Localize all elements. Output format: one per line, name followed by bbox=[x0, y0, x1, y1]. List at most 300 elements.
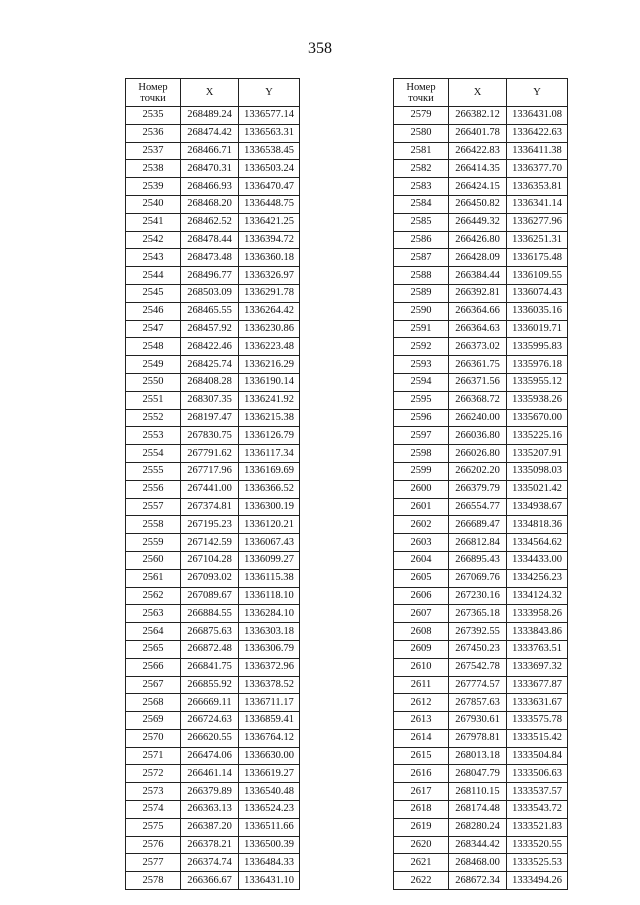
x-cell: 266368.72 bbox=[449, 391, 507, 409]
point-number-cell: 2536 bbox=[126, 124, 181, 142]
table-row bbox=[126, 551, 300, 569]
x-cell: 268468.00 bbox=[449, 854, 507, 872]
x-cell: 266855.92 bbox=[181, 676, 239, 694]
y-cell: 1333525.53 bbox=[507, 854, 568, 872]
x-cell: 266620.55 bbox=[181, 729, 239, 747]
table-row bbox=[126, 142, 300, 160]
table-row bbox=[126, 534, 300, 552]
x-cell: 268489.24 bbox=[181, 107, 239, 125]
point-number-cell: 2554 bbox=[126, 445, 181, 463]
point-number-cell: 2615 bbox=[394, 747, 449, 765]
table-row bbox=[126, 178, 300, 196]
y-cell: 1336341.14 bbox=[507, 195, 568, 213]
y-cell: 1336215.38 bbox=[239, 409, 300, 427]
x-cell: 266374.74 bbox=[181, 854, 239, 872]
x-cell: 266363.13 bbox=[181, 801, 239, 819]
y-cell: 1336074.43 bbox=[507, 284, 568, 302]
y-cell: 1333506.63 bbox=[507, 765, 568, 783]
y-cell: 1336303.18 bbox=[239, 623, 300, 641]
point-number-cell: 2583 bbox=[394, 178, 449, 196]
x-cell: 266461.14 bbox=[181, 765, 239, 783]
y-cell: 1335021.42 bbox=[507, 480, 568, 498]
x-cell: 268470.31 bbox=[181, 160, 239, 178]
table-row bbox=[126, 302, 300, 320]
y-cell: 1334938.67 bbox=[507, 498, 568, 516]
x-cell: 266202.20 bbox=[449, 462, 507, 480]
x-cell: 266426.80 bbox=[449, 231, 507, 249]
table-row bbox=[126, 694, 300, 712]
table-row bbox=[126, 373, 300, 391]
page-number: 358 bbox=[308, 40, 332, 57]
y-cell: 1335098.03 bbox=[507, 462, 568, 480]
y-cell: 1333631.67 bbox=[507, 694, 568, 712]
table-row bbox=[126, 676, 300, 694]
table-row bbox=[126, 516, 300, 534]
x-cell: 268474.42 bbox=[181, 124, 239, 142]
header-y: Y bbox=[239, 79, 300, 107]
point-number-cell: 2591 bbox=[394, 320, 449, 338]
point-number-cell: 2546 bbox=[126, 302, 181, 320]
coordinates-table-right bbox=[393, 78, 568, 890]
table-row bbox=[394, 658, 568, 676]
table-row bbox=[394, 551, 568, 569]
x-cell: 266884.55 bbox=[181, 605, 239, 623]
table-row bbox=[126, 160, 300, 178]
header-x: X bbox=[449, 79, 507, 107]
table-row bbox=[394, 320, 568, 338]
x-cell: 266366.67 bbox=[181, 872, 239, 890]
table-row bbox=[126, 623, 300, 641]
table-row bbox=[394, 836, 568, 854]
point-number-cell: 2601 bbox=[394, 498, 449, 516]
y-cell: 1336117.34 bbox=[239, 445, 300, 463]
point-number-cell: 2576 bbox=[126, 836, 181, 854]
x-cell: 266895.43 bbox=[449, 551, 507, 569]
x-cell: 266689.47 bbox=[449, 516, 507, 534]
y-cell: 1336230.86 bbox=[239, 320, 300, 338]
x-cell: 266361.75 bbox=[449, 356, 507, 374]
y-cell: 1334256.23 bbox=[507, 569, 568, 587]
header-y: Y bbox=[507, 79, 568, 107]
point-number-cell: 2558 bbox=[126, 516, 181, 534]
y-cell: 1335995.83 bbox=[507, 338, 568, 356]
y-cell: 1336448.75 bbox=[239, 195, 300, 213]
point-number-cell: 2616 bbox=[394, 765, 449, 783]
point-number-cell: 2545 bbox=[126, 284, 181, 302]
point-number-cell: 2598 bbox=[394, 445, 449, 463]
table-row bbox=[126, 195, 300, 213]
y-cell: 1333958.26 bbox=[507, 605, 568, 623]
y-cell: 1336431.08 bbox=[507, 107, 568, 125]
y-cell: 1336500.39 bbox=[239, 836, 300, 854]
x-cell: 268462.52 bbox=[181, 213, 239, 231]
x-cell: 266364.66 bbox=[449, 302, 507, 320]
y-cell: 1336372.96 bbox=[239, 658, 300, 676]
table-row bbox=[394, 587, 568, 605]
point-number-cell: 2549 bbox=[126, 356, 181, 374]
y-cell: 1336109.55 bbox=[507, 267, 568, 285]
table-row bbox=[394, 142, 568, 160]
x-cell: 266875.63 bbox=[181, 623, 239, 641]
point-number-cell: 2581 bbox=[394, 142, 449, 160]
y-cell: 1336120.21 bbox=[239, 516, 300, 534]
point-number-cell: 2609 bbox=[394, 640, 449, 658]
table-row bbox=[394, 783, 568, 801]
point-number-cell: 2605 bbox=[394, 569, 449, 587]
y-cell: 1335976.18 bbox=[507, 356, 568, 374]
table-row bbox=[126, 391, 300, 409]
y-cell: 1333515.42 bbox=[507, 729, 568, 747]
y-cell: 1336019.71 bbox=[507, 320, 568, 338]
table-row bbox=[126, 640, 300, 658]
y-cell: 1336115.38 bbox=[239, 569, 300, 587]
table-row bbox=[394, 516, 568, 534]
y-cell: 1336563.31 bbox=[239, 124, 300, 142]
y-cell: 1333494.26 bbox=[507, 872, 568, 890]
y-cell: 1336377.70 bbox=[507, 160, 568, 178]
table-row bbox=[394, 445, 568, 463]
table-row bbox=[126, 569, 300, 587]
table-row bbox=[394, 231, 568, 249]
point-number-cell: 2542 bbox=[126, 231, 181, 249]
table-row bbox=[394, 178, 568, 196]
table-row bbox=[126, 320, 300, 338]
y-cell: 1336411.38 bbox=[507, 142, 568, 160]
x-cell: 267441.00 bbox=[181, 480, 239, 498]
y-cell: 1333521.83 bbox=[507, 818, 568, 836]
table-row bbox=[126, 124, 300, 142]
point-number-cell: 2572 bbox=[126, 765, 181, 783]
x-cell: 266450.82 bbox=[449, 195, 507, 213]
point-number-cell: 2579 bbox=[394, 107, 449, 125]
table-row bbox=[126, 338, 300, 356]
x-cell: 266414.35 bbox=[449, 160, 507, 178]
x-cell: 267093.02 bbox=[181, 569, 239, 587]
point-number-cell: 2610 bbox=[394, 658, 449, 676]
x-cell: 266373.02 bbox=[449, 338, 507, 356]
table-row bbox=[394, 747, 568, 765]
point-number-cell: 2590 bbox=[394, 302, 449, 320]
point-number-cell: 2541 bbox=[126, 213, 181, 231]
table-row bbox=[394, 356, 568, 374]
x-cell: 268457.92 bbox=[181, 320, 239, 338]
table-row bbox=[394, 729, 568, 747]
point-number-cell: 2595 bbox=[394, 391, 449, 409]
table-row bbox=[126, 231, 300, 249]
table-row bbox=[394, 818, 568, 836]
y-cell: 1335207.91 bbox=[507, 445, 568, 463]
table-row bbox=[394, 284, 568, 302]
y-cell: 1336118.10 bbox=[239, 587, 300, 605]
y-cell: 1336511.66 bbox=[239, 818, 300, 836]
x-cell: 267230.16 bbox=[449, 587, 507, 605]
point-number-cell: 2603 bbox=[394, 534, 449, 552]
table-row bbox=[126, 801, 300, 819]
table-row bbox=[126, 462, 300, 480]
point-number-cell: 2544 bbox=[126, 267, 181, 285]
y-cell: 1336264.42 bbox=[239, 302, 300, 320]
point-number-cell: 2618 bbox=[394, 801, 449, 819]
y-cell: 1336524.23 bbox=[239, 801, 300, 819]
x-cell: 268174.48 bbox=[449, 801, 507, 819]
x-cell: 266384.44 bbox=[449, 267, 507, 285]
table-row bbox=[126, 267, 300, 285]
x-cell: 266379.89 bbox=[181, 783, 239, 801]
point-number-cell: 2569 bbox=[126, 712, 181, 730]
point-number-cell: 2607 bbox=[394, 605, 449, 623]
y-cell: 1333504.84 bbox=[507, 747, 568, 765]
x-cell: 267830.75 bbox=[181, 427, 239, 445]
table-row bbox=[394, 267, 568, 285]
table-row bbox=[394, 640, 568, 658]
y-cell: 1336291.78 bbox=[239, 284, 300, 302]
table-row bbox=[394, 249, 568, 267]
y-cell: 1336577.14 bbox=[239, 107, 300, 125]
x-cell: 267857.63 bbox=[449, 694, 507, 712]
y-cell: 1336619.27 bbox=[239, 765, 300, 783]
x-cell: 268466.71 bbox=[181, 142, 239, 160]
table-row bbox=[394, 801, 568, 819]
x-cell: 266378.21 bbox=[181, 836, 239, 854]
table-row bbox=[394, 373, 568, 391]
y-cell: 1336764.12 bbox=[239, 729, 300, 747]
point-number-cell: 2573 bbox=[126, 783, 181, 801]
point-number-cell: 2594 bbox=[394, 373, 449, 391]
y-cell: 1334124.32 bbox=[507, 587, 568, 605]
table-row bbox=[394, 498, 568, 516]
point-number-cell: 2566 bbox=[126, 658, 181, 676]
point-number-cell: 2602 bbox=[394, 516, 449, 534]
y-cell: 1336470.47 bbox=[239, 178, 300, 196]
table-row bbox=[394, 854, 568, 872]
point-number-cell: 2567 bbox=[126, 676, 181, 694]
table-row bbox=[126, 605, 300, 623]
point-number-cell: 2557 bbox=[126, 498, 181, 516]
y-cell: 1336169.69 bbox=[239, 462, 300, 480]
x-cell: 266449.32 bbox=[449, 213, 507, 231]
table-row bbox=[394, 623, 568, 641]
x-cell: 267717.96 bbox=[181, 462, 239, 480]
point-number-cell: 2562 bbox=[126, 587, 181, 605]
x-cell: 268307.35 bbox=[181, 391, 239, 409]
y-cell: 1336277.96 bbox=[507, 213, 568, 231]
x-cell: 266392.81 bbox=[449, 284, 507, 302]
table-row bbox=[394, 107, 568, 125]
table-row bbox=[126, 249, 300, 267]
y-cell: 1336630.00 bbox=[239, 747, 300, 765]
x-cell: 268473.48 bbox=[181, 249, 239, 267]
point-number-cell: 2614 bbox=[394, 729, 449, 747]
y-cell: 1336503.24 bbox=[239, 160, 300, 178]
table-row bbox=[126, 712, 300, 730]
x-cell: 268478.44 bbox=[181, 231, 239, 249]
point-number-cell: 2565 bbox=[126, 640, 181, 658]
table-row bbox=[394, 213, 568, 231]
point-number-cell: 2540 bbox=[126, 195, 181, 213]
table-row bbox=[126, 427, 300, 445]
x-cell: 268110.15 bbox=[449, 783, 507, 801]
y-cell: 1336190.14 bbox=[239, 373, 300, 391]
y-cell: 1333763.51 bbox=[507, 640, 568, 658]
table-row bbox=[394, 427, 568, 445]
point-number-cell: 2593 bbox=[394, 356, 449, 374]
y-cell: 1336251.31 bbox=[507, 231, 568, 249]
point-number-cell: 2578 bbox=[126, 872, 181, 890]
table-row bbox=[126, 356, 300, 374]
x-cell: 267774.57 bbox=[449, 676, 507, 694]
point-number-cell: 2574 bbox=[126, 801, 181, 819]
x-cell: 267542.78 bbox=[449, 658, 507, 676]
y-cell: 1336859.41 bbox=[239, 712, 300, 730]
x-cell: 266474.06 bbox=[181, 747, 239, 765]
x-cell: 267392.55 bbox=[449, 623, 507, 641]
point-number-cell: 2586 bbox=[394, 231, 449, 249]
x-cell: 268468.20 bbox=[181, 195, 239, 213]
point-number-cell: 2564 bbox=[126, 623, 181, 641]
table-row bbox=[126, 480, 300, 498]
table-row bbox=[126, 854, 300, 872]
y-cell: 1336711.17 bbox=[239, 694, 300, 712]
table-row bbox=[394, 534, 568, 552]
table-row bbox=[394, 391, 568, 409]
x-cell: 267089.67 bbox=[181, 587, 239, 605]
point-number-cell: 2551 bbox=[126, 391, 181, 409]
x-cell: 267104.28 bbox=[181, 551, 239, 569]
x-cell: 266669.11 bbox=[181, 694, 239, 712]
point-number-cell: 2592 bbox=[394, 338, 449, 356]
table-row bbox=[394, 676, 568, 694]
y-cell: 1333843.86 bbox=[507, 623, 568, 641]
table-row bbox=[126, 284, 300, 302]
y-cell: 1335955.12 bbox=[507, 373, 568, 391]
table-row bbox=[126, 729, 300, 747]
table-row bbox=[394, 338, 568, 356]
x-cell: 266724.63 bbox=[181, 712, 239, 730]
coordinates-table-left bbox=[125, 78, 300, 890]
table-row bbox=[126, 445, 300, 463]
y-cell: 1334818.36 bbox=[507, 516, 568, 534]
point-number-cell: 2550 bbox=[126, 373, 181, 391]
x-cell: 268197.47 bbox=[181, 409, 239, 427]
point-number-cell: 2559 bbox=[126, 534, 181, 552]
point-number-cell: 2606 bbox=[394, 587, 449, 605]
y-cell: 1336223.48 bbox=[239, 338, 300, 356]
point-number-cell: 2600 bbox=[394, 480, 449, 498]
point-number-cell: 2611 bbox=[394, 676, 449, 694]
table-row bbox=[126, 765, 300, 783]
x-cell: 266424.15 bbox=[449, 178, 507, 196]
x-cell: 266422.83 bbox=[449, 142, 507, 160]
point-number-cell: 2560 bbox=[126, 551, 181, 569]
x-cell: 266812.84 bbox=[449, 534, 507, 552]
point-number-cell: 2539 bbox=[126, 178, 181, 196]
table-row bbox=[394, 195, 568, 213]
x-cell: 268047.79 bbox=[449, 765, 507, 783]
point-number-cell: 2599 bbox=[394, 462, 449, 480]
point-number-cell: 2608 bbox=[394, 623, 449, 641]
table-row bbox=[394, 160, 568, 178]
x-cell: 267791.62 bbox=[181, 445, 239, 463]
x-cell: 268465.55 bbox=[181, 302, 239, 320]
point-number-cell: 2580 bbox=[394, 124, 449, 142]
y-cell: 1334433.00 bbox=[507, 551, 568, 569]
point-number-cell: 2587 bbox=[394, 249, 449, 267]
table-row bbox=[394, 765, 568, 783]
point-number-cell: 2537 bbox=[126, 142, 181, 160]
point-number-cell: 2553 bbox=[126, 427, 181, 445]
table-row bbox=[394, 409, 568, 427]
y-cell: 1333575.78 bbox=[507, 712, 568, 730]
y-cell: 1336099.27 bbox=[239, 551, 300, 569]
table-row bbox=[126, 836, 300, 854]
point-number-cell: 2588 bbox=[394, 267, 449, 285]
y-cell: 1336241.92 bbox=[239, 391, 300, 409]
point-number-cell: 2604 bbox=[394, 551, 449, 569]
x-cell: 266036.80 bbox=[449, 427, 507, 445]
y-cell: 1336067.43 bbox=[239, 534, 300, 552]
table-row bbox=[126, 658, 300, 676]
y-cell: 1336378.52 bbox=[239, 676, 300, 694]
point-number-cell: 2622 bbox=[394, 872, 449, 890]
point-number-cell: 2613 bbox=[394, 712, 449, 730]
table-row bbox=[394, 480, 568, 498]
point-number-cell: 2577 bbox=[126, 854, 181, 872]
y-cell: 1336431.10 bbox=[239, 872, 300, 890]
table-row bbox=[394, 462, 568, 480]
point-number-cell: 2571 bbox=[126, 747, 181, 765]
table-header-row bbox=[126, 79, 300, 107]
y-cell: 1335225.16 bbox=[507, 427, 568, 445]
x-cell: 268672.34 bbox=[449, 872, 507, 890]
y-cell: 1336216.29 bbox=[239, 356, 300, 374]
x-cell: 266382.12 bbox=[449, 107, 507, 125]
y-cell: 1335938.26 bbox=[507, 391, 568, 409]
point-number-cell: 2568 bbox=[126, 694, 181, 712]
header-point-number: Номер точки bbox=[394, 79, 449, 107]
point-number-cell: 2584 bbox=[394, 195, 449, 213]
x-cell: 268013.18 bbox=[449, 747, 507, 765]
y-cell: 1333697.32 bbox=[507, 658, 568, 676]
table-row bbox=[394, 124, 568, 142]
point-number-cell: 2563 bbox=[126, 605, 181, 623]
x-cell: 268408.28 bbox=[181, 373, 239, 391]
x-cell: 268496.77 bbox=[181, 267, 239, 285]
point-number-cell: 2617 bbox=[394, 783, 449, 801]
table-row bbox=[126, 107, 300, 125]
y-cell: 1336306.79 bbox=[239, 640, 300, 658]
header-point-number: Номер точки bbox=[126, 79, 181, 107]
y-cell: 1336421.25 bbox=[239, 213, 300, 231]
y-cell: 1336126.79 bbox=[239, 427, 300, 445]
y-cell: 1333537.57 bbox=[507, 783, 568, 801]
point-number-cell: 2575 bbox=[126, 818, 181, 836]
y-cell: 1333677.87 bbox=[507, 676, 568, 694]
point-number-cell: 2538 bbox=[126, 160, 181, 178]
table-row bbox=[126, 213, 300, 231]
y-cell: 1336035.16 bbox=[507, 302, 568, 320]
table-row bbox=[394, 872, 568, 890]
table-row bbox=[394, 569, 568, 587]
y-cell: 1336300.19 bbox=[239, 498, 300, 516]
table-row bbox=[394, 712, 568, 730]
table-row bbox=[126, 872, 300, 890]
y-cell: 1336484.33 bbox=[239, 854, 300, 872]
x-cell: 267142.59 bbox=[181, 534, 239, 552]
x-cell: 266364.63 bbox=[449, 320, 507, 338]
point-number-cell: 2585 bbox=[394, 213, 449, 231]
x-cell: 266379.79 bbox=[449, 480, 507, 498]
y-cell: 1336175.48 bbox=[507, 249, 568, 267]
